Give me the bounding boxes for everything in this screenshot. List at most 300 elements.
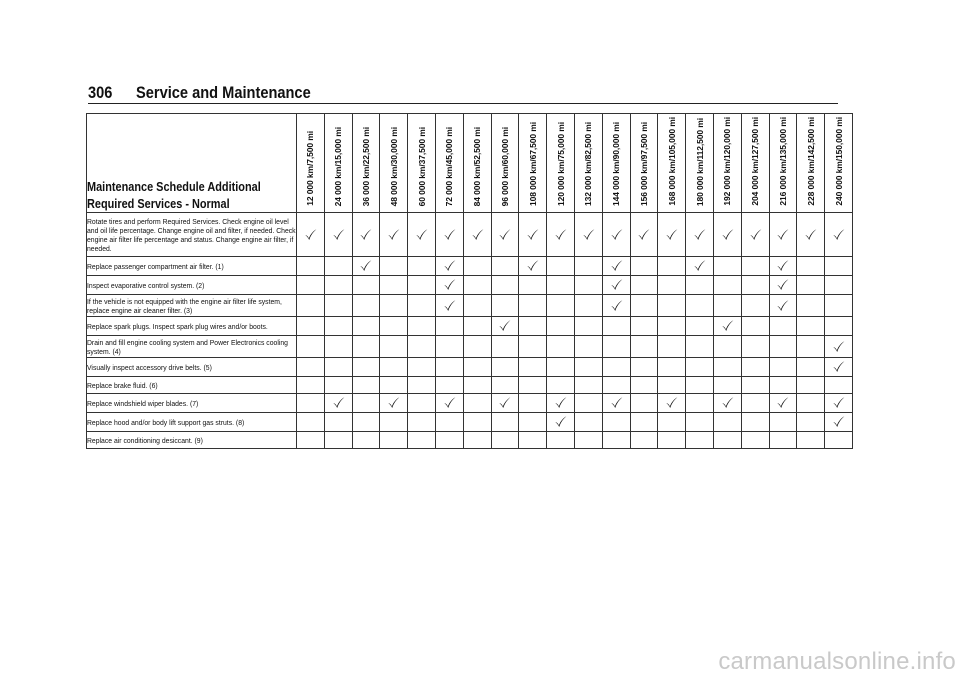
check-mark-icon <box>832 360 845 373</box>
interval-label: 108 000 km/67,500 mi <box>527 121 538 206</box>
interval-label: 132 000 km/82,500 mi <box>583 121 594 206</box>
interval-cell <box>408 413 436 432</box>
interval-cell <box>519 413 547 432</box>
interval-cell <box>297 213 325 257</box>
interval-cell <box>297 257 325 276</box>
page-number: 306 <box>88 83 113 102</box>
interval-cell <box>435 377 463 394</box>
interval-cell <box>491 394 519 413</box>
interval-cell <box>408 432 436 449</box>
check-mark-icon <box>721 228 734 241</box>
interval-cell <box>658 295 686 317</box>
check-mark-icon <box>498 319 511 332</box>
interval-label: 240 000 km/150,000 mi <box>833 117 844 206</box>
interval-cell <box>630 257 658 276</box>
interval-header <box>408 114 436 213</box>
interval-cell <box>686 336 714 358</box>
check-mark-icon <box>832 415 845 428</box>
interval-cell <box>547 358 575 377</box>
check-mark-icon <box>610 396 623 409</box>
interval-cell <box>352 358 380 377</box>
check-mark-icon <box>443 278 456 291</box>
table-title-line-1: Maintenance Schedule Additional <box>87 179 261 194</box>
interval-cell <box>519 257 547 276</box>
interval-header <box>352 114 380 213</box>
check-mark-icon <box>443 259 456 272</box>
check-mark-icon <box>443 228 456 241</box>
interval-cell <box>297 358 325 377</box>
interval-cell <box>297 394 325 413</box>
interval-label: 228 000 km/142,500 mi <box>805 117 816 206</box>
table-row <box>87 336 853 358</box>
interval-cell <box>463 257 491 276</box>
table-row <box>87 317 853 336</box>
service-description <box>87 413 297 432</box>
service-description <box>87 213 297 257</box>
interval-cell <box>769 257 797 276</box>
service-text: Drain and fill engine cooling system and Power Electronics cooling system. (4) <box>87 337 288 356</box>
service-description <box>87 358 297 377</box>
interval-cell <box>547 377 575 394</box>
interval-cell <box>491 358 519 377</box>
check-mark-icon <box>776 396 789 409</box>
interval-cell <box>602 295 630 317</box>
interval-header <box>463 114 491 213</box>
interval-cell <box>324 432 352 449</box>
interval-cell <box>741 413 769 432</box>
interval-cell <box>686 432 714 449</box>
interval-cell <box>519 276 547 295</box>
interval-cell <box>686 213 714 257</box>
interval-cell <box>352 336 380 358</box>
check-mark-icon <box>443 299 456 312</box>
interval-cell <box>769 377 797 394</box>
interval-cell <box>574 358 602 377</box>
table-header-row <box>87 114 853 213</box>
interval-cell <box>574 295 602 317</box>
table-row <box>87 213 853 257</box>
table-row <box>87 295 853 317</box>
interval-cell <box>297 432 325 449</box>
interval-cell <box>741 336 769 358</box>
interval-cell <box>463 276 491 295</box>
check-mark-icon <box>832 396 845 409</box>
interval-header <box>602 114 630 213</box>
interval-cell <box>352 295 380 317</box>
interval-cell <box>741 377 769 394</box>
interval-cell <box>491 336 519 358</box>
interval-cell <box>463 377 491 394</box>
interval-cell <box>463 358 491 377</box>
interval-cell <box>769 413 797 432</box>
service-description <box>87 377 297 394</box>
interval-cell <box>658 276 686 295</box>
interval-cell <box>519 213 547 257</box>
check-mark-icon <box>776 228 789 241</box>
service-description <box>87 394 297 413</box>
interval-cell <box>741 257 769 276</box>
check-mark-icon <box>721 396 734 409</box>
interval-cell <box>324 213 352 257</box>
check-mark-icon <box>359 259 372 272</box>
interval-cell <box>324 377 352 394</box>
check-mark-icon <box>415 228 428 241</box>
interval-cell <box>352 413 380 432</box>
check-mark-icon <box>665 228 678 241</box>
interval-header <box>630 114 658 213</box>
interval-cell <box>574 394 602 413</box>
interval-cell <box>435 358 463 377</box>
check-mark-icon <box>610 228 623 241</box>
table-row <box>87 257 853 276</box>
interval-cell <box>713 394 741 413</box>
table-row <box>87 276 853 295</box>
check-mark-icon <box>332 396 345 409</box>
interval-cell <box>602 336 630 358</box>
interval-cell <box>324 295 352 317</box>
interval-cell <box>491 257 519 276</box>
check-mark-icon <box>832 228 845 241</box>
check-mark-icon <box>610 278 623 291</box>
interval-cell <box>602 257 630 276</box>
interval-cell <box>380 276 408 295</box>
service-description <box>87 336 297 358</box>
interval-cell <box>547 317 575 336</box>
interval-cell <box>463 295 491 317</box>
table-title <box>87 114 297 213</box>
interval-label: 156 000 km/97,500 mi <box>638 121 649 206</box>
interval-cell <box>797 377 825 394</box>
service-text: If the vehicle is not equipped with the engine air filter life system, replace engine air cleaner filter. (3) <box>87 296 282 315</box>
interval-cell <box>574 432 602 449</box>
interval-label: 120 000 km/75,000 mi <box>555 121 566 206</box>
interval-label: 216 000 km/135,000 mi <box>777 117 788 206</box>
interval-cell <box>324 257 352 276</box>
interval-cell <box>825 394 853 413</box>
interval-header <box>380 114 408 213</box>
interval-cell <box>435 336 463 358</box>
table-title-line-2: Required Services - Normal <box>87 196 230 211</box>
check-mark-icon <box>498 396 511 409</box>
interval-cell <box>547 336 575 358</box>
interval-cell <box>547 394 575 413</box>
interval-cell <box>825 336 853 358</box>
interval-cell <box>352 276 380 295</box>
check-mark-icon <box>332 228 345 241</box>
service-text: Replace passenger compartment air filter. (1) <box>87 261 224 271</box>
interval-cell <box>797 432 825 449</box>
interval-cell <box>741 295 769 317</box>
interval-cell <box>713 295 741 317</box>
table-row <box>87 413 853 432</box>
interval-cell <box>408 213 436 257</box>
interval-cell <box>297 317 325 336</box>
interval-cell <box>713 413 741 432</box>
interval-cell <box>352 377 380 394</box>
interval-cell <box>519 336 547 358</box>
interval-cell <box>435 295 463 317</box>
interval-cell <box>491 377 519 394</box>
interval-cell <box>825 213 853 257</box>
interval-label: 96 000 km/60,000 mi <box>499 126 510 206</box>
interval-cell <box>408 295 436 317</box>
interval-cell <box>352 213 380 257</box>
interval-cell <box>519 377 547 394</box>
interval-cell <box>769 276 797 295</box>
interval-cell <box>713 317 741 336</box>
interval-cell <box>297 377 325 394</box>
check-mark-icon <box>776 259 789 272</box>
service-text: Rotate tires and perform Required Services. Check engine oil level and oil life percentage. Change engine oil and filter, if needed. Check engine air filter life percentage and status. Change engine air filter, if needed. <box>87 216 296 253</box>
interval-cell <box>435 257 463 276</box>
interval-cell <box>686 358 714 377</box>
interval-cell <box>658 413 686 432</box>
interval-cell <box>380 213 408 257</box>
interval-cell <box>630 295 658 317</box>
interval-cell <box>797 276 825 295</box>
interval-cell <box>769 317 797 336</box>
interval-cell <box>463 213 491 257</box>
interval-cell <box>297 336 325 358</box>
service-text: Replace air conditioning desiccant. (9) <box>87 435 203 445</box>
interval-cell <box>825 413 853 432</box>
interval-cell <box>463 432 491 449</box>
interval-header <box>713 114 741 213</box>
interval-cell <box>713 213 741 257</box>
check-mark-icon <box>832 340 845 353</box>
interval-label: 12 000 km/7,500 mi <box>305 131 316 206</box>
interval-cell <box>324 317 352 336</box>
interval-cell <box>602 413 630 432</box>
interval-cell <box>825 432 853 449</box>
interval-cell <box>769 358 797 377</box>
interval-cell <box>547 257 575 276</box>
interval-cell <box>825 377 853 394</box>
interval-cell <box>741 276 769 295</box>
interval-cell <box>658 336 686 358</box>
check-mark-icon <box>554 396 567 409</box>
interval-cell <box>380 317 408 336</box>
interval-cell <box>825 257 853 276</box>
header-rule <box>88 103 838 104</box>
interval-header <box>686 114 714 213</box>
interval-cell <box>547 295 575 317</box>
interval-cell <box>769 432 797 449</box>
interval-cell <box>602 394 630 413</box>
interval-cell <box>713 432 741 449</box>
check-mark-icon <box>498 228 511 241</box>
interval-cell <box>463 336 491 358</box>
interval-cell <box>519 317 547 336</box>
interval-cell <box>825 358 853 377</box>
interval-label: 60 000 km/37,500 mi <box>416 126 427 206</box>
interval-cell <box>435 432 463 449</box>
interval-cell <box>519 394 547 413</box>
interval-cell <box>713 276 741 295</box>
interval-cell <box>408 276 436 295</box>
interval-cell <box>769 213 797 257</box>
table-row <box>87 394 853 413</box>
interval-cell <box>574 213 602 257</box>
interval-label: 72 000 km/45,000 mi <box>444 126 455 206</box>
table-row <box>87 358 853 377</box>
interval-header <box>491 114 519 213</box>
interval-header <box>658 114 686 213</box>
interval-cell <box>741 358 769 377</box>
interval-cell <box>713 358 741 377</box>
interval-cell <box>408 317 436 336</box>
check-mark-icon <box>693 259 706 272</box>
interval-cell <box>602 213 630 257</box>
interval-cell <box>380 358 408 377</box>
interval-cell <box>408 257 436 276</box>
interval-cell <box>686 377 714 394</box>
interval-cell <box>630 336 658 358</box>
watermark: carmanualsonline.info <box>718 648 956 675</box>
interval-cell <box>519 432 547 449</box>
service-description <box>87 432 297 449</box>
interval-cell <box>380 336 408 358</box>
interval-cell <box>602 432 630 449</box>
interval-cell <box>352 394 380 413</box>
check-mark-icon <box>610 299 623 312</box>
interval-cell <box>769 394 797 413</box>
interval-cell <box>380 377 408 394</box>
interval-cell <box>408 394 436 413</box>
interval-header <box>297 114 325 213</box>
interval-cell <box>658 317 686 336</box>
interval-cell <box>380 432 408 449</box>
interval-label: 48 000 km/30,000 mi <box>388 126 399 206</box>
interval-label: 36 000 km/22,500 mi <box>360 126 371 206</box>
service-text: Replace spark plugs. Inspect spark plug wires and/or boots. <box>87 321 268 331</box>
interval-cell <box>658 432 686 449</box>
interval-cell <box>686 257 714 276</box>
interval-cell <box>324 358 352 377</box>
interval-cell <box>491 213 519 257</box>
interval-cell <box>547 413 575 432</box>
table-row <box>87 432 853 449</box>
check-mark-icon <box>554 415 567 428</box>
interval-cell <box>741 432 769 449</box>
service-description <box>87 276 297 295</box>
check-mark-icon <box>804 228 817 241</box>
interval-header <box>547 114 575 213</box>
interval-cell <box>630 317 658 336</box>
interval-cell <box>380 257 408 276</box>
interval-cell <box>602 276 630 295</box>
interval-cell <box>713 257 741 276</box>
service-description <box>87 257 297 276</box>
interval-header <box>519 114 547 213</box>
interval-cell <box>686 317 714 336</box>
interval-cell <box>463 413 491 432</box>
check-mark-icon <box>693 228 706 241</box>
interval-cell <box>491 413 519 432</box>
check-mark-icon <box>443 396 456 409</box>
interval-cell <box>435 413 463 432</box>
interval-cell <box>713 336 741 358</box>
interval-cell <box>741 394 769 413</box>
interval-label: 144 000 km/90,000 mi <box>611 121 622 206</box>
interval-cell <box>352 317 380 336</box>
interval-cell <box>380 394 408 413</box>
interval-cell <box>825 276 853 295</box>
interval-cell <box>352 257 380 276</box>
interval-header <box>435 114 463 213</box>
interval-cell <box>435 276 463 295</box>
service-description <box>87 317 297 336</box>
interval-label: 168 000 km/105,000 mi <box>666 117 677 206</box>
interval-cell <box>324 276 352 295</box>
interval-cell <box>547 276 575 295</box>
service-text: Replace windshield wiper blades. (7) <box>87 398 199 408</box>
check-mark-icon <box>526 259 539 272</box>
interval-cell <box>463 394 491 413</box>
interval-cell <box>686 413 714 432</box>
interval-header <box>741 114 769 213</box>
interval-cell <box>630 432 658 449</box>
interval-cell <box>491 276 519 295</box>
interval-cell <box>519 295 547 317</box>
interval-label: 204 000 km/127,500 mi <box>750 117 761 206</box>
interval-cell <box>630 276 658 295</box>
interval-cell <box>630 394 658 413</box>
service-text: Visually inspect accessory drive belts. (5) <box>87 362 212 372</box>
service-text: Inspect evaporative control system. (2) <box>87 280 205 290</box>
check-mark-icon <box>359 228 372 241</box>
interval-cell <box>630 413 658 432</box>
interval-cell <box>741 317 769 336</box>
check-mark-icon <box>665 396 678 409</box>
interval-label: 180 000 km/112,500 mi <box>694 117 705 206</box>
check-mark-icon <box>554 228 567 241</box>
interval-cell <box>297 276 325 295</box>
interval-cell <box>797 317 825 336</box>
interval-header <box>769 114 797 213</box>
interval-cell <box>686 394 714 413</box>
interval-cell <box>630 358 658 377</box>
interval-header <box>797 114 825 213</box>
service-text: Replace brake fluid. (6) <box>87 380 158 390</box>
interval-cell <box>519 358 547 377</box>
interval-cell <box>658 358 686 377</box>
interval-cell <box>324 394 352 413</box>
interval-header <box>825 114 853 213</box>
interval-cell <box>602 358 630 377</box>
interval-cell <box>825 295 853 317</box>
interval-cell <box>658 394 686 413</box>
check-mark-icon <box>776 299 789 312</box>
interval-cell <box>324 413 352 432</box>
interval-cell <box>686 295 714 317</box>
interval-cell <box>574 377 602 394</box>
interval-cell <box>630 377 658 394</box>
interval-cell <box>547 432 575 449</box>
service-text: Replace hood and/or body lift support gas struts. (8) <box>87 417 245 427</box>
interval-cell <box>797 336 825 358</box>
interval-cell <box>408 358 436 377</box>
interval-cell <box>408 336 436 358</box>
interval-cell <box>491 295 519 317</box>
interval-cell <box>658 257 686 276</box>
interval-cell <box>574 276 602 295</box>
interval-cell <box>741 213 769 257</box>
check-mark-icon <box>387 396 400 409</box>
interval-cell <box>825 317 853 336</box>
interval-cell <box>686 276 714 295</box>
interval-cell <box>769 295 797 317</box>
